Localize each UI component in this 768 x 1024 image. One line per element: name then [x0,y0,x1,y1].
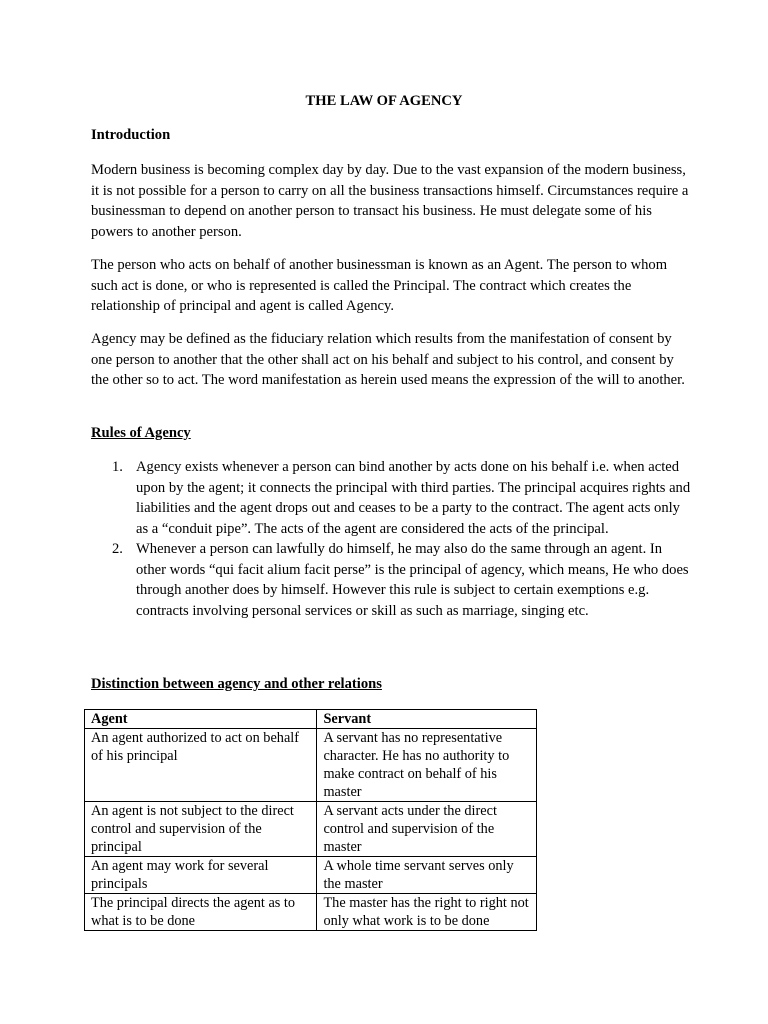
rules-heading: Rules of Agency [91,425,191,441]
table-row [85,729,537,802]
intro-paragraph-1: Modern business is becoming complex day by day. Due to the vast expansion of the modern business, it is not possible for a person to carry on all the business transactions himself. Circumstances require a businessman to depend on another person to transact his business. He must delegate some of his powers to another person. [91,162,689,240]
table-cell: The master has the right to right not only what work is to be done [317,894,537,931]
column-header-servant: Servant [317,710,537,729]
table-cell: A servant acts under the direct control and supervision of the master [317,802,537,857]
table-cell: The principal directs the agent as to what is to be done [85,894,317,931]
table-cell: An agent may work for several principals [85,857,317,894]
table-row [85,802,537,857]
table-cell: An agent is not subject to the direct control and supervision of the principal [85,802,317,857]
rule-number: 1. [112,459,123,475]
intro-paragraph-2: The person who acts on behalf of another businessman is known as an Agent. The person to whom such act is done, or who is represented is called the Principal. The contract which creates the relationship of principal and agent is called Agency. [91,257,668,314]
rule-number: 2. [112,541,123,557]
table-header-row [85,710,537,729]
rules-list-item [91,457,691,539]
rule-text: Whenever a person can lawfully do himself, he may also do the same through an agent. In other words “qui facit alium facit perse” is the principal of agency, which means, He who does through another does by himself. However this rule is subject to certain exemptions e.g. contracts involving personal services or skill as such as marriage, singing etc. [136,541,689,619]
intro-paragraph-3: Agency may be defined as the fiduciary relation which results from the manifestation of consent by one person to another that the other shall act on his behalf and subject to his control, and consent by the other so to act. The word manifestation as herein used means the expression of the will to another. [91,331,685,388]
column-header-agent: Agent [85,710,317,729]
table-cell: A whole time servant serves only the master [317,857,537,894]
document-title: THE LAW OF AGENCY [305,93,463,109]
introduction-heading: Introduction [91,127,171,143]
distinction-heading: Distinction between agency and other relations [91,676,382,692]
table-cell: A servant has no representative character. He has no authority to make contract on behalf of his master [317,729,537,802]
table-row [85,894,537,931]
agent-servant-table [84,709,537,931]
table-row [85,857,537,894]
table-cell: An agent authorized to act on behalf of his principal [85,729,317,802]
rules-list-item [91,539,691,621]
rule-text: Agency exists whenever a person can bind another by acts done on his behalf i.e. when acted upon by the agent; it connects the principal with third parties. The principal acquires rights and liabilities and the agent drops out and ceases to be a party to the contract. The agent acts only as a “conduit pipe”. The acts of the agent are considered the acts of the principal. [136,459,691,537]
rules-list [91,457,691,621]
